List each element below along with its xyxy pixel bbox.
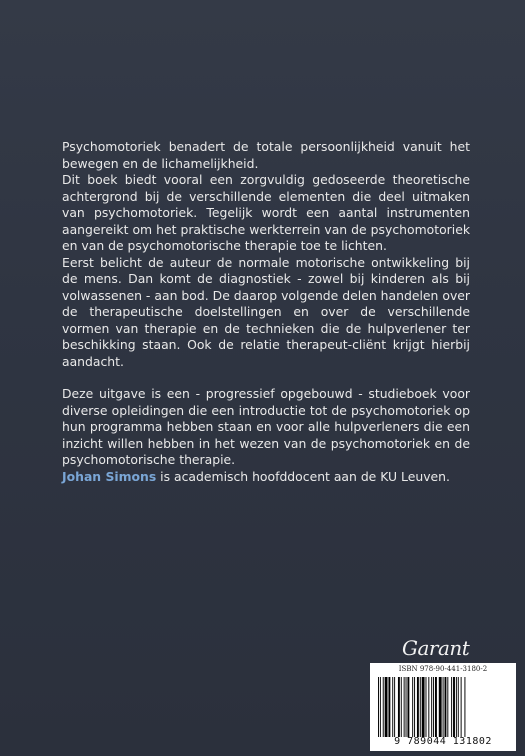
barcode-bar [404,677,405,737]
barcode-bar [388,677,390,737]
barcode-bar [420,677,421,737]
barcode-bar [435,677,437,737]
barcode-bar [426,677,427,737]
author-line [62,469,470,486]
barcode-bar [401,677,402,737]
paragraph-spacer [62,370,470,386]
publisher-logo: Garant [402,636,470,660]
barcode-bar [383,677,384,737]
barcode-bar [458,677,459,737]
barcode-bar [461,677,462,737]
barcode-bar [414,677,415,737]
barcode-bar [417,677,419,737]
barcode-bar [394,677,395,737]
blurb-paragraph-4: Deze uitgave is een - progressief opgebouwd - studieboek voor diverse opleidingen die een introductie tot de psychomotoriek op hun programma hebben staan en voor alle hulpverleners die een inzicht willen hebben in het wezen van de psychomotoriek en de psychomotorische therapie. [62,386,470,467]
barcode-bar [453,677,455,737]
barcode-bar [443,677,444,737]
blurb-paragraph-3: Eerst belicht de auteur de normale motorische ontwikkeling bij de mens. Dan komt de diagnostiek - zowel bij kinderen als bij volwassenen - aan bod. De daarop volgende delen handelen over de therapeutische doelstellingen en over de verschillende vormen van therapie en de technieken die de hulpverlener ter beschikking staan. Ook de relatie therapeut-cliënt krijgt hierbij aandacht. [62,254,470,369]
barcode-bars [376,677,510,737]
barcode-bar [445,677,447,737]
barcode-bar [398,677,400,737]
barcode-bar [385,677,388,737]
barcode-bar [380,677,381,737]
blurb-paragraph-1: Psychomotoriek benadert de totale persoonlijkheid vanuit het bewegen en de lichamelijkheid. [62,139,470,171]
barcode-bar [433,677,434,737]
barcode-bar [451,677,452,737]
barcode-bar [412,677,413,737]
barcode-digits: 9 789044 131802 [394,736,492,747]
isbn-label: ISBN 978-90-441-3180-2 [398,665,488,673]
blurb-text [62,139,470,485]
barcode-bar [431,677,432,737]
barcode-bar [392,677,393,737]
barcode-bar [447,677,448,737]
isbn-barcode [370,663,516,751]
blurb-paragraph-2: Dit boek biedt vooral een zorgvuldig gedoseerde theoretische achtergrond bij de verschillende elementen die deel uitmaken van psychomotoriek. Tegelijk wordt een aantal instrumenten aangereikt om het praktische werkterrein van de psychomotoriek en van de psychomotorische therapie toe te lichten. [62,172,470,253]
barcode-bar [428,677,429,737]
barcode-bar [422,677,425,737]
barcode-bar [464,677,465,737]
barcode-bar [406,677,407,737]
barcode-bar [439,677,442,737]
author-bio: is academisch hoofddocent aan de KU Leuven. [156,468,450,484]
author-name: Johan Simons [62,468,157,484]
barcode-bar [407,677,409,737]
barcode-bar [456,677,457,737]
barcode-bar [378,677,379,737]
